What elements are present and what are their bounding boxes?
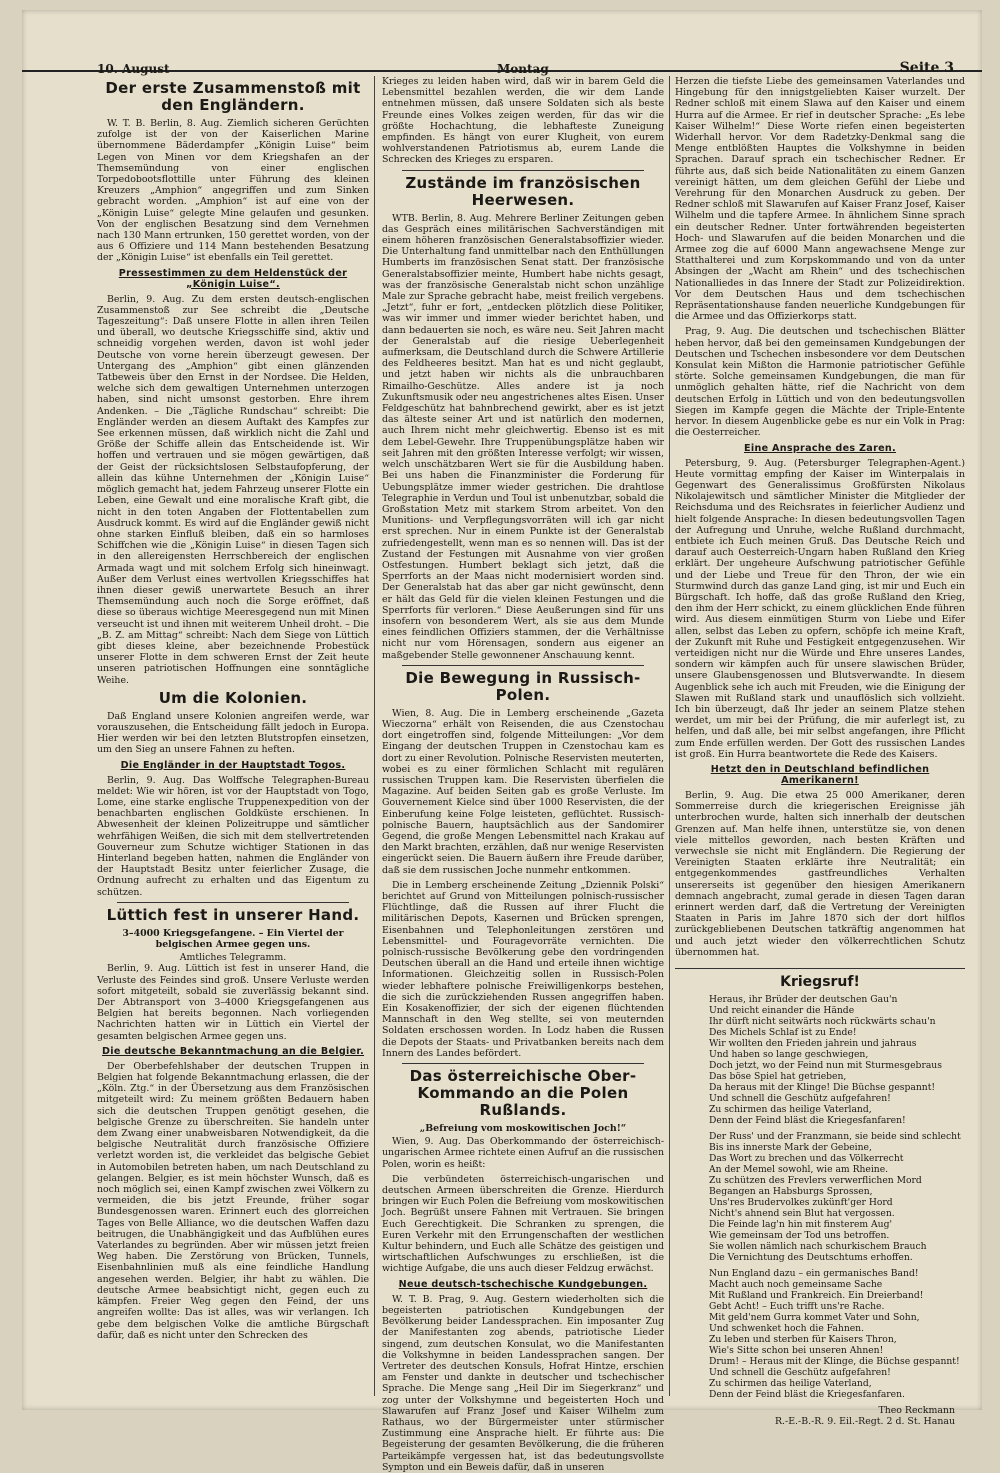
column-1 bbox=[97, 76, 369, 1400]
poem-line: Ihr dürft nicht seitwärts noch rückwärts schau'n bbox=[709, 1016, 936, 1028]
poem-line: Wie gemeinsam der Tod uns betroffen. bbox=[709, 1230, 890, 1242]
column-2 bbox=[382, 76, 664, 1473]
subheadline: Die deutsche Bekanntmachung an die Belgier. bbox=[101, 1045, 365, 1057]
issue-date: 10. August bbox=[97, 62, 170, 76]
poem-line: Nicht's ahnend sein Blut hat vergossen. bbox=[709, 1208, 895, 1220]
poem-line: Mit Rußland und Frankreich. Ein Dreierband! bbox=[709, 1290, 924, 1302]
poem-stanza bbox=[709, 1268, 965, 1400]
poem-line: Zu schützen des Frevlers verwerflichen Mord bbox=[709, 1175, 922, 1187]
divider bbox=[402, 170, 644, 171]
poem-line: Und haben so lange geschwiegen, bbox=[709, 1049, 869, 1061]
subheadline: Eine Ansprache des Zaren. bbox=[744, 442, 896, 454]
poem-line: Die Vernichtung des Deutschtums erhoffen. bbox=[709, 1252, 913, 1264]
weekday: Montag bbox=[497, 62, 549, 76]
poem-line: Sie wollen nämlich nach schurkischem Brauch bbox=[709, 1241, 927, 1253]
poem-title: Kriegsruf! bbox=[675, 968, 965, 988]
article-text: Herzen die tiefste Liebe des gemeinsamen Vaterlandes und Hingebung für den innigstgeliebten Kaiser wurzelt. Der Redner schloß mit einem Slawa auf den Kaiser und einem Hurra auf die Armee. Er rief in deutscher Sprache: „Es lebe Kaiser Wilhelm!“ Diese Worte riefen einen begeisterten Widerhall hervor. Vor dem Radetzky-Denkmal sang die Menge entblößten Hauptes die Volkshymne in beiden Sprachen. Darauf sprach ein tschechischer Redner. Er führte aus, daß sich beide Nationalitäten zu einem Ganzen vereinigt hätten, um dem gleichen Gefühl der Liebe und Verehrung für den Monarchen Ausdruck zu geben. Der Redner schloß mit Slawarufen auf Kaiser Franz Josef, Kaiser Wilhelm und die tapfere Armee. In ähnlichem Sinne sprach ein deutscher Redner. Unter fortwährenden begeisterten Hoch- und Slawarufen auf die beiden Monarchen und die Armee zog die auf 6000 Mann angewachsene Menge zur Statthalterei und zum Korpskommando und von da unter Absingen der „Wacht am Rhein“ und des tschechischen Nationalliedes in das Innere der Stadt zur Polizeidirektion. Vor dem Deutschen Haus und dem tschechischen Repräsentationshause fanden neuerliche Kundgebungen für die Armee und das Offizierkorps statt. bbox=[675, 76, 965, 323]
article-text: Berlin, 9. Aug. Das Wolffsche Telegraphen-Bureau meldet: Wie wir hören, ist vor der Hauptstadt von Togo, Lome, eine starke englische Truppenexpedition von der benachbarten englischen Goldküste erschienen. In Abwesenheit der kleinen Polizeitruppe und sämtlicher wehrfähigen Weißen, die sich mit dem stellvertretenden Gouverneur zum Schutze wichtiger Stationen in das Hinterland begeben hatten, nahmen die Engländer von der Hauptstadt Besitz unter feierlicher Zusage, die Ordnung aufrecht zu erhalten und das Eigentum zu schützen. bbox=[97, 774, 369, 898]
headline: Das österreichische Ober-Kommando an die Polen Rußlands. bbox=[409, 1067, 637, 1120]
divider bbox=[402, 665, 644, 666]
article-text: W. T. B. Prag, 9. Aug. Gestern wiederholten sich die begeisterten patriotischen Kundgebungen der Bevölkerung beider Landessprachen. Ein imposanter Zug der Manifestanten zog abends, patriotische Lieder singend, zum deutschen Konsulat, wo die Manifestanten die Volkshymne in beiden Landessprachen sangen. Der Vertreter des deutschen Konsuls, Hofrat Hintze, erschien am Fenster und dankte in deutscher und tschechischer Sprache. Die Menge sang „Heil Dir im Siegerkranz“ und zog unter der Volkshymne und begeisterten Hoch und Slawarufen auf Franz Josef und Kaiser Wilhelm zum Rathaus, wo der Bürgermeister unter stürmischer Zustimmung eine Ansprache hielt. Er führte aus: Die Begeisterung der gesamten Bevölkerung, die die früheren Parteikämpfe vergessen hat, ist das bedeutungsvollste Sympton und ein Beweis dafür, daß in unseren bbox=[382, 1293, 664, 1473]
subheadline: Hetzt den in Deutschland befindlichen Amerikanern! bbox=[710, 763, 930, 786]
article-text: Krieges zu leiden haben wird, daß wir in barem Geld die Lebensmittel bezahlen werden, die wir dem Lande entnehmen müssen, daß unsere Soldaten sich als beste Freunde eines Volkes zeigen werden, für das wir die größte Hochachtung, die lebhafteste Zuneigung empfinden. Es hängt von eurer Klugheit, von eurem wohlverstandenen Patriotismus ab, eurem Lande die Schrecken des Krieges zu ersparen. bbox=[382, 76, 664, 166]
poem-line: Macht auch noch gemeinsame Sache bbox=[709, 1279, 883, 1291]
column-divider bbox=[669, 76, 670, 1396]
poem-line: Bis ins innerste Mark der Gebeine, bbox=[709, 1142, 872, 1154]
poem-line: Die Feinde lag'n hin mit finsterem Aug' bbox=[709, 1219, 892, 1231]
poem-line: Und schwenket hoch die Fahnen. bbox=[709, 1323, 865, 1335]
poem-line: Da heraus mit der Klinge! Die Büchse gespannt! bbox=[709, 1082, 936, 1094]
article-text: Berlin, 9. Aug. Lüttich ist fest in unserer Hand, die Verluste des Feindes sind groß. Unsere Verluste werden sofort mitgeteilt, sobald sie zuverlässig bekannt sind. Der Abtransport von 3–4000 Kriegsgefangenen aus Belgien hat bereits begonnen. Nach vorliegenden Nachrichten hatten wir in Lüttich ein Viertel der gesamten belgischen Armee gegen uns. bbox=[97, 963, 369, 1042]
headline: Lüttich fest in unserer Hand. bbox=[106, 905, 360, 924]
poem-author: Theo Reckmann bbox=[878, 1405, 955, 1417]
article-text: WTB. Berlin, 8. Aug. Mehrere Berliner Zeitungen geben das Gespräch eines militärischen Sachverständigen mit einem höheren französischen Generalstabsoffizier wieder. Die Unterhaltung fand unmittelbar nach den Enthüllungen Humberts im französischen Senat statt. Der französische Generalstabsoffizier meinte, Humbert habe nichts gesagt, was der französische Generalstab nicht schon unzählige Male zur Sprache gebracht habe, meist freilich vergebens. „Jetzt“, fuhr er fort, „entdecken plötzlich diese Politiker, was wir immer und immer wieder berichtet haben, und dann bedauerten sie noch, es wäre neu. Seit Jahren macht der Generalstab auf die riesige Ueberlegenheit aufmerksam, die Deutschland durch die Schwere Artillerie des Feldheeres besitzt. Man hat es und nicht geglaubt, und jetzt haben wir nichts als die unbrauchbaren Rimailho-Geschütze. Alles andere ist ja noch Zukunftsmusik oder neu angestrichenes altes Eisen. Unser Feldgeschütz hat bahnbrechend gewirkt, aber es ist jetzt das älteste seiner Art und ist natürlich den modernen, auch Ihrem nicht mehr gleichwertig. Ebenso ist es mit dem Lebel-Gewehr. Ihre Truppenübungsplätze haben wir seit Jahren mit den größten Interesse verfolgt; wir wissen, welch unschätzbaren Wert sie für die Ausbildung haben. Bei uns haben die Finanzminister die Forderung für Uebungsplätze immer wieder gestrichen. Die drahtlose Telegraphie in Verdun und Toul ist unbenutzbar, sobald die Großstation Metz mit starkem Strom arbeitet. Von den Munitions- und Verpflegungsvorräten will ich gar nicht erst sprechen. Nur in einem Punkte ist der Generalstab zufriedengestellt, wenn man es so nennen will. Das ist der Zustand der Festungen mit Ausnahme von vier großen Ostfestungen. Humbert beklagt sich jetzt, daß die Sperrforts an der Maas nicht modernisiert worden sind. Der Generalstab hat das aber gar nicht gewünscht, denn er hält das Geld für die vielen kleinen Festungen und die Sperrforts für verloren.“ Diese Aeußerungen sind für uns insofern von besonderem Wert, als sie aus dem Munde eines feindlichen Offiziers stammen, der die Verhältnisse nicht nur vom Hörensagen, sondern aus eigener an maßgebender Stelle gewonnener Anschauung kennt. bbox=[382, 212, 664, 661]
poem-line: Denn der Feind bläst die Kriegesfanfaren. bbox=[709, 1389, 905, 1401]
deck: 3–4000 Kriegsgefangene. – Ein Viertel der belgischen Armee gegen uns. bbox=[122, 927, 344, 950]
poem-line: Das Wort zu brechen und das Völkerrecht bbox=[709, 1153, 904, 1165]
headline: Die Bewegung in Russisch-Polen. bbox=[405, 668, 641, 704]
headline: Zustände im französischen Heerwesen. bbox=[405, 173, 641, 209]
poem-line: Der Russ' und der Franzmann, sie beide sind schlecht bbox=[709, 1131, 961, 1143]
headline: Der erste Zusammenstoß mit den Engländern. bbox=[105, 79, 361, 114]
poem-line: Heraus, ihr Brüder der deutschen Gau'n bbox=[709, 994, 898, 1006]
article-text: Berlin, 9. Aug. Die etwa 25 000 Amerikaner, deren Sommerreise durch die kriegerischen Ereignisse jäh unterbrochen wurde, halten sich innerhalb der deutschen Grenzen auf. Man helfe ihnen, unterstütze sie, von denen viele mittellos geworden, nach besten Kräften und verwechsle sie nicht mit Engländern. Die Regierung der Vereinigten Staaten erklärte ihre Neutralität; ein entgegenkommendes gastfreundliches Verhalten unsererseits ist gegenüber den hiesigen Amerikanern demnach angebracht, zumal gerade in diesen Tagen daran erinnert werden darf, daß die Vertretung der Vereinigten Staaten in Paris im Jahre 1870 sich der dort hilflos zurückgebliebenen Deutschen tatkräftig angenommen hat und auch jetzt wieder den völkerrechtlichen Schutz übernommen hat. bbox=[675, 789, 965, 958]
article-text: Daß England unsere Kolonien angreifen werde, war vorauszusehen, die Entscheidung fällt jedoch in Europa. Hier werden wir bei den letzten Blutstropfen einsetzen, um den Sieg an unsere Fahnen zu heften. bbox=[97, 710, 369, 756]
article-text: Der Oberbefehlshaber der deutschen Truppen in Belgien hat folgende Bekanntmachung erlassen, die der „Köln. Ztg.“ in der Übersetzung aus dem Französischen mitgeteilt wird: Zu meinem größten Bedauern haben sich die deutschen Truppen genötigt gesehen, die belgische Grenze zu überschreiten. Sie handeln unter dem Zwang einer unabweisbaren Notwendigkeit, da die belgische Neutralität durch französische Offiziere verletzt worden ist, die verkleidet das belgische Gebiet in Automobilen betreten haben, um nach Deutschland zu gelangen. Belgier, es ist mein höchster Wunsch, daß es noch möglich sei, einen Kampf zwischen zwei Völkern zu vermeiden, die bis jetzt Freunde, früher sogar Bundesgenossen waren. Erinnert euch des glorreichen Tages von Belle Alliance, wo die deutschen Waffen dazu beitrugen, die Unabhängigkeit und das Aufblühen eures Vaterlandes zu begründen. Aber wir müssen jetzt freien Weg haben. Die Zerstörung von Brücken, Tunnels, Eisenbahnlinien muß als eine feindliche Handlung angesehen werden. Belgier, ihr habt zu wählen. Die deutsche Armee beabsichtigt nicht, gegen euch zu kämpfen. Freier Weg gegen den Feind, der uns angreifen wollte: Das ist alles, was wir verlangen. Ich gebe dem belgischen Volke die amtliche Bürgschaft dafür, daß es nicht unter den Schrecken des bbox=[97, 1060, 369, 1341]
column-divider bbox=[374, 76, 375, 1396]
article-text: Wien, 9. Aug. Das Oberkommando der österreichisch-ungarischen Armee richtete einen Aufruf an die russischen Polen, worin es heißt: bbox=[382, 1136, 664, 1170]
article-text: W. T. B. Berlin, 8. Aug. Ziemlich sicheren Gerüchten zufolge ist der von der Kaiserlichen Marine übernommene Bäderdampfer „Königin Luise“ beim Legen von Minen vor dem Kriegshafen an der Themsemündung von einer englischen Torpedobootsflottille unter Führung des kleinen Kreuzers „Amphion“ angegriffen und zum Sinken gebracht worden. „Amphion“ ist auf eine von der „Königin Luise“ gelegte Mine gelaufen und gesunken. Von der englischen Besatzung sind dem Vernehmen nach 130 Mann ertrunken, 150 gerettet worden, von der aus 6 Offiziere und 114 Mann bestehenden Besatzung der „Königin Luise“ ist ebenfalls ein Teil gerettet. bbox=[97, 118, 369, 264]
article-text: Prag, 9. Aug. Die deutschen und tschechischen Blätter heben hervor, daß bei den gemeinsamen Kundgebungen der Deutschen und Tschechen insbesondere vor dem Deutschen Konsulat kein Mißton die Harmonie patriotischer Gefühle störte. Solche gemeinsamen Kundgebungen, die man für unmöglich gehalten hätte, rief die Nachricht von dem deutschen Erfolg in Lüttich und von den bedeutungsvollen Siegen im Kampfe gegen die Mächte der Triple-Entente hervor. In diesem Augenblicke gebe es nur ein Volk in Prag: die Oesterreicher. bbox=[675, 326, 965, 439]
poem-line: Wie's Sitte schon bei unseren Ahnen! bbox=[709, 1345, 884, 1357]
article-text: Berlin, 9. Aug. Zu dem ersten deutsch-englischen Zusammenstoß zur See schreibt die „Deutsche Tageszeitung“: Daß unsere Flotte in allen ihren Teilen und überall, wo deutsche Kriegsschiffe sind, aktiv und schneidig vorgehen werden, davon ist wohl jeder Deutsche von vorne herein überzeugt gewesen. Der Untergang des „Amphion“ gibt einen glänzenden Tatbeweis über den Ernst in der Nordsee. Die Helden, welche sich dem gewaltigen Unternehmen unterzogen haben, sind nicht umsonst gestorben. Ehre ihrem Andenken. – Die „Tägliche Rundschau“ schreibt: Die Engländer werden an diesem Auftakt des Kampfes zur See erkennen müssen, daß wirklich nicht die Zahl und Größe der Schiffe allein das Entscheidende ist. Wir hoffen und vertrauen und sie mögen gewärtigen, daß der Geist der rücksichtslosen Selbstaufopferung, der allein das kühne Unternehmen der „Königin Luise“ möglich gemacht hat, jedem Fahrzeug unserer Flotte ein Leben, eine Gewalt und eine moralische Kraft gibt, die nicht in den toten Angaben der Flottentabellen zum Ausdruck kommt. Es wird auf die Engländer gewiß nicht ohne starken Einfluß bleiben, daß ein so harmloses Schiffchen wie die „Königin Luise“ in diesen Tagen sich in den allereigensten Herrschbereich der englischen Armada wagt und mit solchem Erfolg sich hineinwagt. Außer dem Verlust eines wertvollen Kriegsschiffes hat ihnen dieser gewiß unerwartete Besuch an ihrer Themsemündung auch noch die Sorge eröffnet, daß diese so überaus wichtige Meeresgegend nun mit Minen verseucht ist und ihnen mit weiterem Unheil droht. – Die „B. Z. am Mittag“ schreibt: Nach dem Siege von Lüttich gibt dieses kleine, aber bezeichnende Probestück unserer Flotte in dem schweren Ernst der Zeit heute unseren patriotischen Hoffnungen eine sonntägliche Weihe. bbox=[97, 293, 369, 686]
poem-line: Und schnell die Geschütz aufgefahren! bbox=[709, 1093, 891, 1105]
poem-line: Gebt Acht! – Euch trifft uns're Rache. bbox=[709, 1301, 885, 1313]
poem-line: Mit geld'nem Gurra kommet Vater und Sohn, bbox=[709, 1312, 920, 1324]
article-text: Petersburg, 9. Aug. (Petersburger Telegraphen-Agent.) Heute vormittag empfing der Kaiser im Winterpalais in Gegenwart des Generalissimus Großfürsten Nikolaus Nikolajewitsch und sämtlicher Minister die Mitglieder der Reichsduma und des Reichsrates in feierlicher Audienz und hielt folgende Ansprache: In diesen bedeutungsvollen Tagen der Aufregung und Unruhe, welche Rußland durchmacht, entbiete ich Euch meinen Gruß. Das Deutsche Reich und darauf auch Oesterreich-Ungarn haben Rußland den Krieg erklärt. Der ungeheure Aufschwung patriotischer Gefühle und der Liebe und Treue für den Thron, der wie ein Sturmwind durch das ganze Land ging, ist mir und Euch ein Bürgschaft. Ich hoffe, daß das große Rußland den Krieg, den ihm der Herr schickt, zu einem glücklichen Ende führen wird. Aus diesem einmütigen Sturm von Liebe und Eifer allen, selbst das Leben zu opfern, schöpfe ich meine Kraft, der Zukunft mit Ruhe und Festigkeit entgegenzusehen. Wir verteidigen nicht nur die Würde und Ehre unseres Landes, sondern wir kämpfen auch für unsere slawischen Brüder, unsere Glaubensgenossen und Blutsverwandte. In diesem Augenblick sehe ich auch mit Freuden, wie die Einigung der Slawen mit Rußland stark und unauflöslich sich vollzieht. Ich bin überzeugt, daß Ihr jeder an seinem Platze stehen werdet, um mir bei der Prüfung, die mir auferlegt ist, zu helfen, und daß alle, bei mir selbst angefangen, ihre Pflicht zum Ende erfüllen werden. Der Gott des russischen Landes ist groß. Ein Hurra beantwortete die Rede des Kaisers. bbox=[675, 457, 965, 760]
poem-line: Uns'res Brudervolkes zukünft'ger Hord bbox=[709, 1197, 893, 1209]
page-number: Seite 3 bbox=[899, 60, 954, 76]
divider bbox=[402, 1063, 644, 1064]
poem-line: Und schnell die Geschütz aufgefahren! bbox=[709, 1367, 891, 1379]
poem-line: Zu leben und sterben für Kaisers Thron, bbox=[709, 1334, 897, 1346]
divider bbox=[117, 902, 349, 903]
poem-stanza bbox=[709, 1131, 965, 1263]
deck: Amtliches Telegramm. bbox=[179, 952, 287, 964]
poem-line: Zu schirmen das heilige Vaterland, bbox=[709, 1104, 872, 1116]
page-header bbox=[22, 10, 982, 76]
poem-stanza bbox=[709, 994, 965, 1126]
subheadline: Pressestimmen zu dem Heldenstück der „Königin Luise“. bbox=[118, 267, 348, 290]
article-text: Die verbündeten österreichisch-ungarischen und deutschen Armeen überschreiten die Grenze. Hierdurch bringen wir Euch Polen die Befreiung vom moskowitischen Joch. Begrüßt unsere Fahnen mit Vertrauen. Sie bringen Euch Gerechtigkeit. Die Schranken zu sprengen, die Euren Verkehr mit den Errungenschaften der westlichen Kultur behindern, und Euch alle Schätze des geistigen und wirtschaftlichen Aufschwunges zu erschließen, ist die wichtige Aufgabe, die uns auch dieser Feldzug erwächst. bbox=[382, 1173, 664, 1275]
poem-line: Das böse Spiel hat getrieben, bbox=[709, 1071, 847, 1083]
column-3 bbox=[675, 76, 965, 1428]
article-text: Die in Lemberg erscheinende Zeitung „Dziennik Polski“ berichtet auf Grund von Mitteilungen polnisch-russischer Flüchtlinge, daß die Russen auf ihrer Flucht die militärischen Depots, Kasernen und Brücken sprengen, Eisenbahnen und Telephonleitungen zerstören und Lebensmittel- und Fouragevorräte vernichten. Die polnisch-russische Bevölkerung gebe den vordringenden Deutschen überall an die Hand und erteile ihnen wichtige Informationen. Gleichzeitig sollen in Russisch-Polen wieder lebhaftere polnische Freiwilligenkorps bestehen, die sich die zurückziehenden Russen angegriffen haben. Ein Kosakenoffizier, der sich der eigenen flüchtenden Mannschaft in den Weg stellte, sei von meuternden Soldaten erschossen worden. In Lodz haben die Russen die Depots der Staats- und Privatbanken bereits nach dem Innern des Landes befördert. bbox=[382, 879, 664, 1059]
poem-line: Drum! – Heraus mit der Klinge, die Büchse gespannt! bbox=[709, 1356, 960, 1368]
subheadline: Neue deutsch-tschechische Kundgebungen. bbox=[398, 1278, 648, 1290]
poem-line: Nun England dazu – ein germanisches Band! bbox=[709, 1268, 919, 1280]
poem-line: Doch jetzt, wo der Feind nun mit Sturmesgebraus bbox=[709, 1060, 942, 1072]
headline: Um die Kolonien. bbox=[158, 688, 308, 707]
subheadline: Die Engländer in der Hauptstadt Togos. bbox=[120, 759, 346, 771]
poem bbox=[675, 994, 965, 1400]
newspaper-page bbox=[22, 10, 982, 1473]
poem-line: An der Memel sowohl, wie am Rheine. bbox=[709, 1164, 889, 1176]
poem-line: Zu schirmen das heilige Vaterland, bbox=[709, 1378, 872, 1390]
poem-line: Des Michels Schlaf ist zu Ende! bbox=[709, 1027, 857, 1039]
poem-author-unit: R.-E.-B.-R. 9. Eil.-Regt. 2 d. St. Hanau bbox=[775, 1416, 955, 1428]
deck: „Befreiung vom moskowitischen Joch!“ bbox=[419, 1123, 627, 1135]
article-text: Wien, 8. Aug. Die in Lemberg erscheinende „Gazeta Wieczorna“ erhält von Reisenden, die aus Czenstochau dort eingetroffen sind, folgende Mitteilungen: „Vor dem Eingang der deutschen Truppen in Czenstochau kam es dort zu einer Revolution. Polnische Reservisten meuterten, wobei es zu einer förmlichen Schlacht mit regulären russischen Truppen kam. Die Reservisten überfielen die Magazine. Auf beiden Seiten gab es große Verluste. Im Gouvernement Kielce sind über 1000 Reservisten, die der Einberufung keine Folge leisteten, geflüchtet. Russisch-polnische Bauern, hauptsächlich aus der Sandomirer Gegend, die große Mengen Lebensmittel nach Krakau auf den Markt brachten, erzählen, daß nur wenige Reservisten eingerückt seien. Die Bauern äußern ihre Freude darüber, daß sie dem russischen Joche nunmehr entkommen. bbox=[382, 707, 664, 876]
poem-line: Begangen an Habsburgs Sprossen, bbox=[709, 1186, 873, 1198]
poem-line: Wir wollten den Frieden jahrein und jahraus bbox=[709, 1038, 917, 1050]
poem-line: Und reicht einander die Hände bbox=[709, 1005, 855, 1017]
poem-line: Denn der Feind bläst die Kriegesfanfaren! bbox=[709, 1115, 906, 1127]
